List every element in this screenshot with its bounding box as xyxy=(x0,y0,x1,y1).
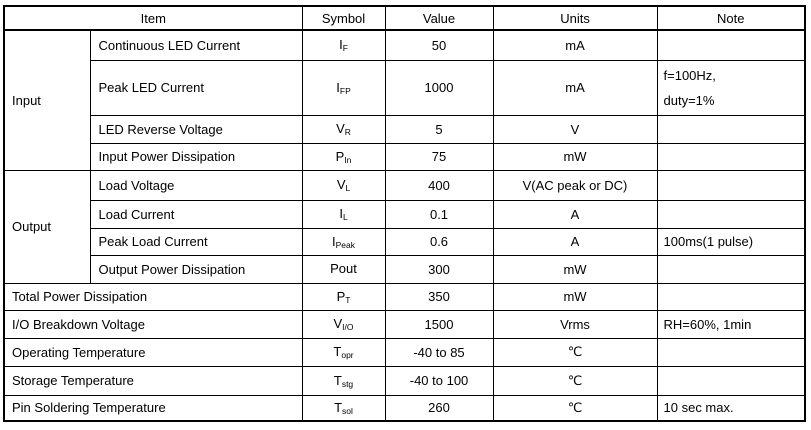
item-cell: Pin Soldering Temperature xyxy=(4,395,302,421)
symbol-cell: $V_R$ xyxy=(302,115,385,143)
units-cell: V(AC peak or DC) xyxy=(493,170,657,200)
value-cell: 5 xyxy=(385,115,493,143)
note-cell: f=100Hz, duty=1% xyxy=(657,60,805,115)
value-cell: -40 to 100 xyxy=(385,366,493,395)
item-cell: Output Power Dissipation xyxy=(90,255,302,283)
item-cell: Input Power Dissipation xyxy=(90,143,302,170)
table-row xyxy=(4,60,805,115)
item-cell: Total Power Dissipation xyxy=(4,283,302,310)
table-row xyxy=(4,30,805,60)
item-cell: Storage Temperature xyxy=(4,366,302,395)
item-cell: Peak LED Current xyxy=(90,60,302,115)
note-cell xyxy=(657,30,805,60)
symbol-cell: $V_{I/O}$ xyxy=(302,310,385,338)
item-cell: Load Current xyxy=(90,200,302,228)
symbol-cell: Pout xyxy=(302,255,385,283)
value-cell: 1000 xyxy=(385,60,493,115)
symbol-cell: $P_{In}$ xyxy=(302,143,385,170)
note-cell xyxy=(657,143,805,170)
column-header-symbol: Symbol xyxy=(302,6,385,30)
item-cell: Continuous LED Current xyxy=(90,30,302,60)
units-cell: A xyxy=(493,228,657,255)
units-cell: mW xyxy=(493,143,657,170)
symbol-cell: $V_L$ xyxy=(302,170,385,200)
value-cell: 0.6 xyxy=(385,228,493,255)
value-cell: 300 xyxy=(385,255,493,283)
note-cell xyxy=(657,200,805,228)
units-cell: mW xyxy=(493,283,657,310)
note-cell xyxy=(657,255,805,283)
units-cell: ℃ xyxy=(493,338,657,366)
value-cell: -40 to 85 xyxy=(385,338,493,366)
group-cell-output: Output xyxy=(4,170,90,283)
value-cell: 400 xyxy=(385,170,493,200)
note-cell: RH=60%, 1min xyxy=(657,310,805,338)
note-cell: 100ms(1 pulse) xyxy=(657,228,805,255)
symbol-cell: $T_{opr}$ xyxy=(302,338,385,366)
symbol-cell: $T_{sol}$ xyxy=(302,395,385,421)
units-cell: mW xyxy=(493,255,657,283)
value-cell: 260 xyxy=(385,395,493,421)
symbol-cell: $T_{stg}$ xyxy=(302,366,385,395)
note-cell xyxy=(657,115,805,143)
column-header-item: Item xyxy=(4,6,302,30)
item-cell: I/O Breakdown Voltage xyxy=(4,310,302,338)
symbol-cell: $P_T$ xyxy=(302,283,385,310)
table-row xyxy=(4,310,805,338)
table-row xyxy=(4,395,805,421)
table-row xyxy=(4,170,805,200)
value-cell: 1500 xyxy=(385,310,493,338)
units-cell: ℃ xyxy=(493,366,657,395)
units-cell: Vrms xyxy=(493,310,657,338)
item-cell: LED Reverse Voltage xyxy=(90,115,302,143)
units-cell: ℃ xyxy=(493,395,657,421)
table-row xyxy=(4,338,805,366)
symbol-cell: $I_L$ xyxy=(302,200,385,228)
symbol-cell: $I_{FP}$ xyxy=(302,60,385,115)
table-row xyxy=(4,200,805,228)
table-header-row xyxy=(4,6,805,30)
units-cell: V xyxy=(493,115,657,143)
note-cell xyxy=(657,338,805,366)
table-row xyxy=(4,255,805,283)
value-cell: 75 xyxy=(385,143,493,170)
value-cell: 50 xyxy=(385,30,493,60)
item-cell: Peak Load Current xyxy=(90,228,302,255)
note-cell: 10 sec max. xyxy=(657,395,805,421)
group-cell-input: Input xyxy=(4,30,90,170)
units-cell: mA xyxy=(493,60,657,115)
table-row xyxy=(4,115,805,143)
symbol-cell: $I_F$ xyxy=(302,30,385,60)
table-row xyxy=(4,283,805,310)
table-row xyxy=(4,228,805,255)
value-cell: 0.1 xyxy=(385,200,493,228)
column-header-value: Value xyxy=(385,6,493,30)
item-cell: Load Voltage xyxy=(90,170,302,200)
note-cell xyxy=(657,283,805,310)
value-cell: 350 xyxy=(385,283,493,310)
item-cell: Operating Temperature xyxy=(4,338,302,366)
note-cell xyxy=(657,170,805,200)
column-header-units: Units xyxy=(493,6,657,30)
column-header-note: Note xyxy=(657,6,805,30)
note-cell xyxy=(657,366,805,395)
table-row xyxy=(4,143,805,170)
table-row xyxy=(4,366,805,395)
units-cell: A xyxy=(493,200,657,228)
ratings-table xyxy=(3,5,806,422)
symbol-cell: $I_{Peak}$ xyxy=(302,228,385,255)
units-cell: mA xyxy=(493,30,657,60)
